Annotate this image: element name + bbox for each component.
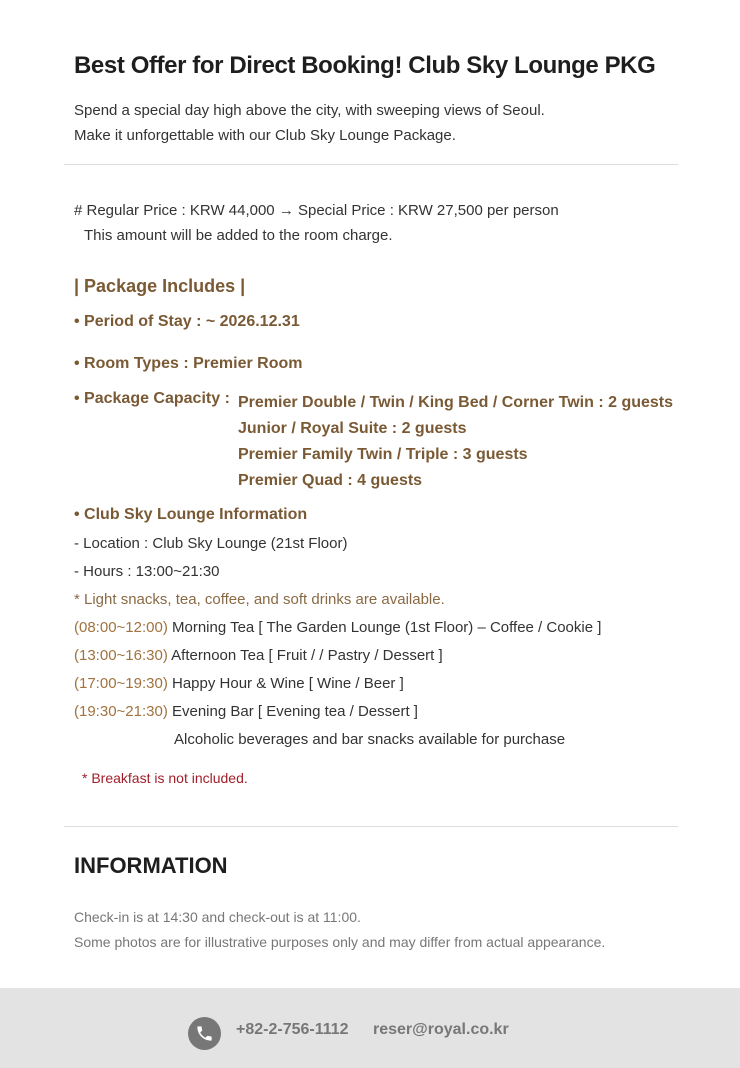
capacity-label: • Package Capacity :: [74, 390, 230, 407]
schedule-item: [74, 675, 404, 692]
divider: [64, 164, 678, 165]
breakfast-note: * Breakfast is not included.: [82, 770, 248, 786]
schedule-item: [74, 647, 443, 664]
lounge-hours: - Hours : 13:00~21:30: [74, 563, 220, 580]
schedule-desc: Morning Tea [ The Garden Lounge (1st Floor) – Coffee / Cookie ]: [167, 619, 602, 636]
phone-link[interactable]: +82-2-756-1112: [236, 1021, 349, 1038]
phone-icon: [188, 1017, 221, 1050]
schedule-desc: Evening Bar [ Evening tea / Dessert ]: [167, 703, 418, 720]
room-types: • Room Types : Premier Room: [74, 355, 303, 372]
price-line: # Regular Price : KRW 44,000 → Special Price : KRW 27,500 per person: [74, 202, 559, 219]
period-of-stay: • Period of Stay : ~ 2026.12.31: [74, 313, 300, 330]
lounge-location: - Location : Club Sky Lounge (21st Floor): [74, 535, 348, 552]
schedule-time: (08:00~12:00): [74, 619, 168, 636]
information-line: Some photos are for illustrative purposes only and may differ from actual appearance.: [74, 934, 606, 950]
capacity-list: [238, 390, 673, 494]
lounge-info-heading: • Club Sky Lounge Information: [74, 506, 308, 523]
capacity-item: Premier Double / Twin / King Bed / Corner Twin : 2 guests: [238, 394, 674, 411]
schedule-time: (19:30~21:30): [74, 703, 168, 720]
price-info: [74, 198, 559, 248]
price-note: This amount will be added to the room charge.: [84, 227, 393, 244]
intro-line: Make it unforgettable with our Club Sky Lounge Package.: [74, 127, 456, 144]
schedule-desc: Afternoon Tea [ Fruit / / Pastry / Dessert ]: [167, 647, 443, 664]
package-includes-heading: | Package Includes |: [74, 276, 246, 296]
schedule-item: [74, 703, 418, 720]
capacity-item: Premier Quad : 4 guests: [238, 472, 423, 489]
lounge-note: * Light snacks, tea, coffee, and soft drinks are available.: [74, 591, 445, 608]
schedule-item: [74, 619, 601, 636]
divider: [64, 826, 678, 827]
information-heading: INFORMATION: [74, 853, 228, 878]
capacity-item: Junior / Royal Suite : 2 guests: [238, 420, 467, 437]
footer: [0, 988, 740, 1068]
bar-note: Alcoholic beverages and bar snacks available for purchase: [174, 731, 566, 748]
email-link[interactable]: reser@royal.co.kr: [373, 1021, 509, 1038]
schedule-desc: Happy Hour & Wine [ Wine / Beer ]: [167, 675, 404, 692]
intro-text: [74, 98, 545, 148]
information-line: Check-in is at 14:30 and check-out is at 11:00.: [74, 909, 361, 925]
intro-line: Spend a special day high above the city, with sweeping views of Seoul.: [74, 102, 545, 119]
capacity-item: Premier Family Twin / Triple : 3 guests: [238, 446, 528, 463]
information-text: [74, 905, 605, 955]
page-title: Best Offer for Direct Booking! Club Sky Lounge PKG: [74, 52, 656, 79]
schedule-time: (13:00~16:30): [74, 647, 168, 664]
schedule-time: (17:00~19:30): [74, 675, 168, 692]
